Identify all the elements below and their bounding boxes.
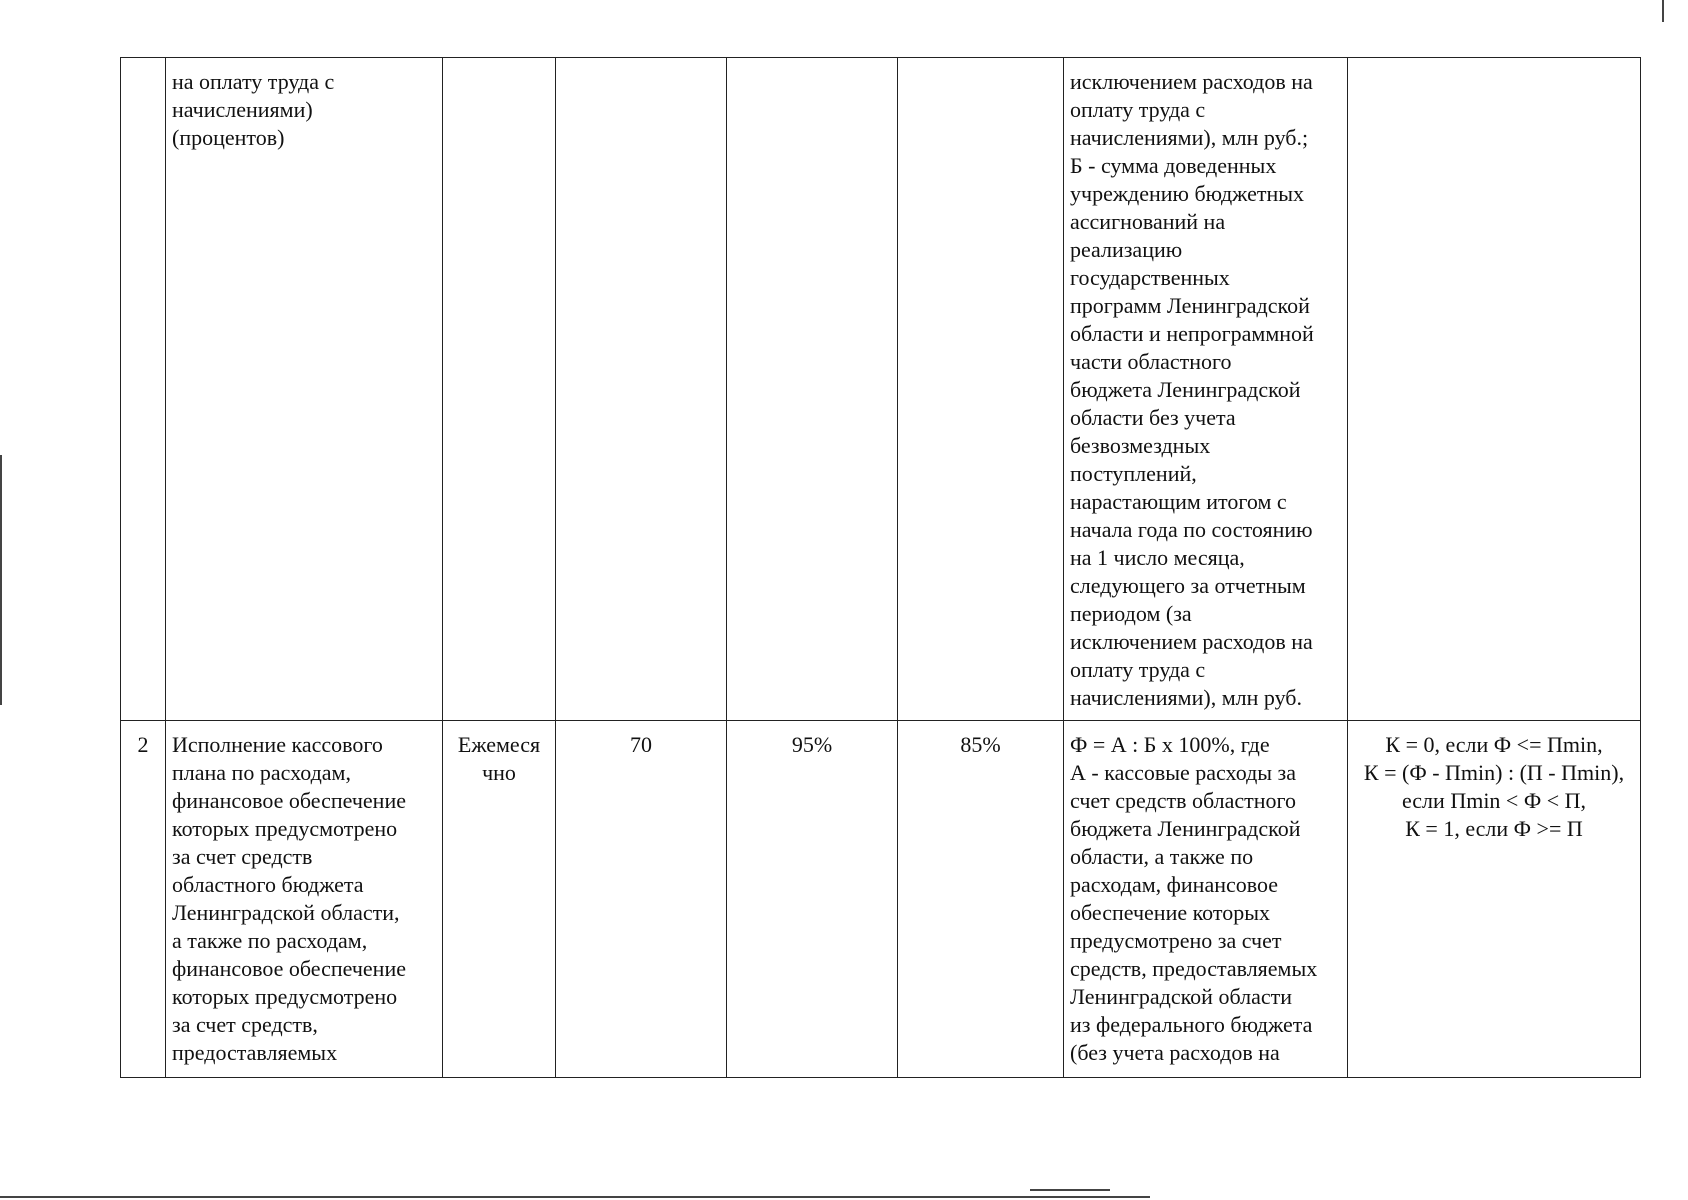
frequency-cell: Ежемеся чно: [443, 721, 556, 1078]
min-value-cell: 85%: [898, 721, 1064, 1078]
weight-cell: 70: [556, 721, 727, 1078]
plan-value-cell: [727, 58, 898, 721]
weight-cell: [556, 58, 727, 721]
indicator-name-cell: Исполнение кассового плана по расходам, финансовое обеспечение которых предусмотрено за счет средств областного бюджета Ленинградской области, а также по расходам, финансовое обеспечение которых предусмотрено за счет средств, предоставляемых: [166, 721, 443, 1078]
plan-value-cell: 95%: [727, 721, 898, 1078]
scan-edge-mark: [1662, 0, 1664, 22]
indicators-table: [120, 57, 1641, 1078]
scan-edge-mark: [1030, 1189, 1110, 1191]
indicator-name-cell: на оплату труда с начислениями) (процентов): [166, 58, 443, 721]
table-row: [121, 58, 1641, 721]
min-value-cell: [898, 58, 1064, 721]
row-number-cell: 2: [121, 721, 166, 1078]
scan-edge-mark: [0, 455, 2, 705]
row-number-cell: [121, 58, 166, 721]
coefficient-cell: К = 0, если Ф <= Пmin, К = (Ф - Пmin) : (П - Пmin), если Пmin < Ф < П, К = 1, если Ф >= П: [1348, 721, 1641, 1078]
formula-cell: Ф = А : Б х 100%, где А - кассовые расходы за счет средств областного бюджета Ленинградской области, а также по расходам, финансовое обеспечение которых предусмотрено за счет средств, предоставляемых Ленинградской области из федерального бюджета (без учета расходов на: [1064, 721, 1348, 1078]
frequency-cell: [443, 58, 556, 721]
scan-edge-mark: [0, 1196, 1150, 1198]
table-row: [121, 721, 1641, 1078]
formula-cell: исключением расходов на оплату труда с начислениями), млн руб.; Б - сумма доведенных учреждению бюджетных ассигнований на реализацию государственных программ Ленинградской области и непрограммной части областного бюджета Ленинградской области без учета безвозмездных поступлений, нарастающим итогом с начала года по состоянию на 1 число месяца, следующего за отчетным периодом (за исключением расходов на оплату труда с начислениями), млн руб.: [1064, 58, 1348, 721]
coefficient-cell: [1348, 58, 1641, 721]
